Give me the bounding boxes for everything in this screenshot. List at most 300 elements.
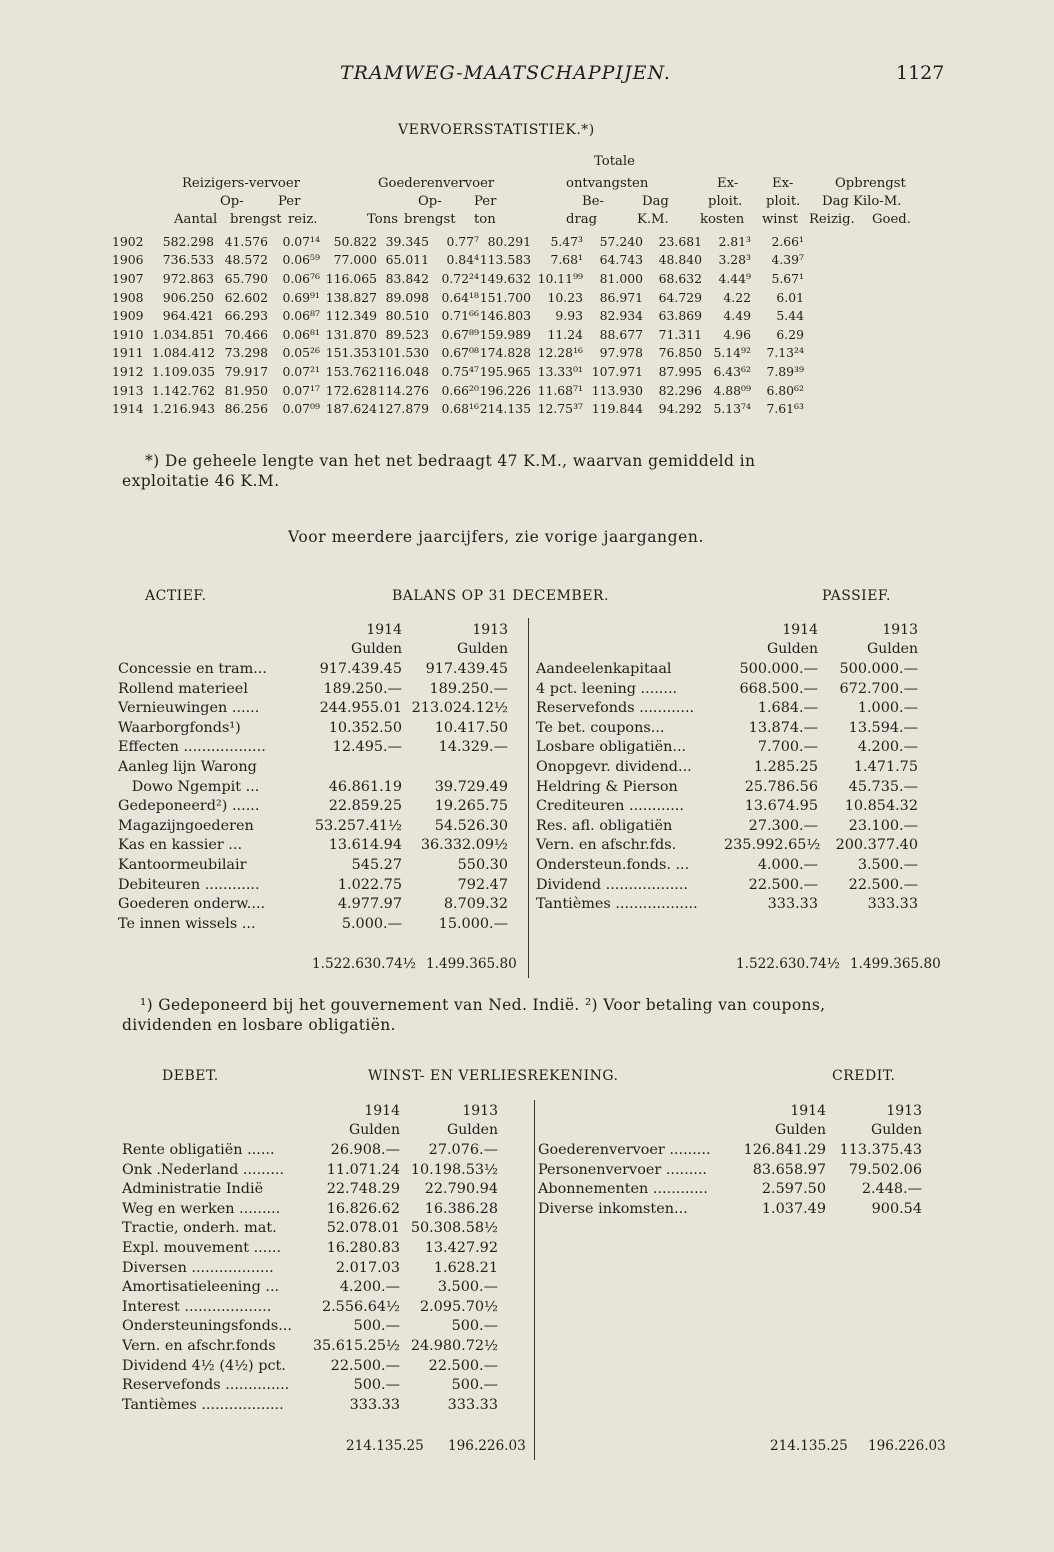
value-cell: 107.971 bbox=[591, 363, 643, 379]
value-cell: 86.971 bbox=[599, 289, 643, 305]
col-header: Aantal bbox=[174, 212, 218, 227]
ledger-row bbox=[118, 894, 523, 914]
value-cell: 151.353 bbox=[325, 345, 377, 361]
stats-footnote: *) De geheele lengte van het net bedraagt 47 K.M., waarvan gemiddeld in bbox=[145, 452, 756, 470]
ledger-label: Ondersteun.fonds. ... bbox=[536, 856, 690, 873]
assets-total-1914: 1.522.630.74½ bbox=[312, 956, 416, 972]
value-1914: 10.352.50 bbox=[328, 719, 402, 736]
year-cell: 1906 bbox=[112, 252, 144, 268]
unit-header: Gulden bbox=[775, 1122, 826, 1139]
value-1914: 7.700.— bbox=[757, 739, 818, 756]
value-cell: 73.298 bbox=[224, 345, 268, 361]
ledger-row bbox=[536, 757, 946, 777]
value-1914: 4.200.— bbox=[339, 1279, 400, 1296]
stats-row bbox=[112, 306, 957, 325]
value-cell: 1.142.762 bbox=[152, 382, 216, 398]
assets-total-1913: 1.499.365.80 bbox=[426, 956, 517, 972]
value-1914: 12.495.— bbox=[332, 739, 402, 756]
value-cell: 86.256 bbox=[224, 401, 268, 417]
ledger-label: 4 pct. leening ........ bbox=[536, 680, 678, 697]
value-1914: 2.017.03 bbox=[335, 1259, 400, 1276]
ledger-label: Dividend 4½ (4½) pct. bbox=[122, 1357, 286, 1374]
ledger-label: Kas en kassier ... bbox=[118, 837, 243, 854]
value-1913: 550.30 bbox=[457, 856, 508, 873]
value-1913: 10.854.32 bbox=[844, 798, 918, 815]
col-header: drag bbox=[566, 212, 598, 227]
value-cell: 10.11⁹⁹ bbox=[537, 270, 583, 286]
pl-debit bbox=[122, 1101, 527, 1415]
value-1914: 668.500.— bbox=[739, 680, 818, 697]
year-cell: 1912 bbox=[112, 363, 144, 379]
unit-header: Gulden bbox=[767, 641, 818, 658]
value-cell: 6.01 bbox=[776, 289, 804, 305]
value-1914: 4.977.97 bbox=[337, 896, 402, 913]
value-1914: 16.280.83 bbox=[326, 1239, 400, 1256]
value-1913: 13.594.— bbox=[848, 719, 918, 736]
ledger-label: Expl. mouvement ...... bbox=[122, 1239, 282, 1256]
year-cell: 1914 bbox=[112, 401, 144, 417]
year-header: 1914 bbox=[782, 621, 818, 638]
ledger-label: Interest ................... bbox=[122, 1298, 272, 1315]
stats-row bbox=[112, 362, 957, 381]
value-1914: 22.500.— bbox=[330, 1357, 400, 1374]
value-cell: 81.950 bbox=[224, 382, 268, 398]
value-cell: 9.93 bbox=[555, 308, 583, 324]
page-header bbox=[0, 62, 1054, 92]
value-1913: 50.308.58½ bbox=[410, 1220, 498, 1237]
col-header: Dag Kilo-M. bbox=[822, 194, 902, 209]
value-1913: 3.500.— bbox=[437, 1279, 498, 1296]
value-1914: 2.556.64½ bbox=[321, 1298, 400, 1315]
value-1913: 900.54 bbox=[871, 1200, 922, 1217]
col-header: K.M. bbox=[637, 212, 669, 227]
ledger-row bbox=[118, 698, 523, 718]
value-1913: 4.200.— bbox=[857, 739, 918, 756]
value-cell: 1.216.943 bbox=[152, 401, 216, 417]
value-cell: 5.13⁷⁴ bbox=[713, 401, 751, 417]
value-cell: 964.421 bbox=[162, 308, 214, 324]
ledger-row bbox=[118, 718, 523, 738]
value-cell: 76.850 bbox=[658, 345, 702, 361]
ledger-label: Te innen wissels ... bbox=[118, 915, 256, 932]
ledger-row bbox=[536, 836, 946, 856]
value-1914: 53.257.41½ bbox=[314, 817, 402, 834]
col-header: reiz. bbox=[288, 212, 318, 227]
liabilities-total-1914: 1.522.630.74½ bbox=[736, 956, 840, 972]
value-1914: 46.861.19 bbox=[328, 778, 402, 795]
col-header: Reizigers-vervoer bbox=[182, 176, 300, 191]
value-cell: 3.28³ bbox=[718, 252, 751, 268]
stats-footnote-cont: exploitatie 46 K.M. bbox=[122, 472, 280, 490]
value-cell: 41.576 bbox=[224, 233, 268, 249]
value-1913: 333.33 bbox=[447, 1396, 498, 1413]
balance-footnote: ¹) Gedeponeerd bij het gouvernement van Ned. Indië. ²) Voor betaling van coupons, bbox=[140, 996, 826, 1014]
col-header: ploit. bbox=[766, 194, 801, 209]
value-cell: 0.66²⁰ bbox=[441, 382, 479, 398]
value-cell: 0.05²⁶ bbox=[282, 345, 320, 361]
ledger-row bbox=[118, 816, 523, 836]
value-cell: 57.240 bbox=[599, 233, 643, 249]
value-1914: 244.955.01 bbox=[319, 700, 402, 717]
value-cell: 0.67⁸⁹ bbox=[441, 326, 479, 342]
value-1913: 45.735.— bbox=[848, 778, 918, 795]
value-1914: 35.615.25½ bbox=[312, 1337, 400, 1354]
year-cell: 1909 bbox=[112, 308, 144, 324]
value-1913: 1.471.75 bbox=[853, 758, 918, 775]
ledger-label: Heldring & Pierson bbox=[536, 778, 678, 795]
ledger-row bbox=[122, 1395, 527, 1415]
value-1914: 5.000.— bbox=[341, 915, 402, 932]
value-cell: 114.276 bbox=[377, 382, 429, 398]
value-cell: 153.762 bbox=[325, 363, 377, 379]
ledger-label: Kantoormeubilair bbox=[118, 856, 247, 873]
value-1913: 500.000.— bbox=[839, 660, 918, 677]
ledger-label: Waarborgfonds¹) bbox=[118, 719, 241, 736]
ledger-label: Magazijngoederen bbox=[118, 817, 254, 834]
credit-total-1914: 214.135.25 bbox=[770, 1438, 848, 1454]
balance-liabilities-heading: PASSIEF. bbox=[822, 588, 891, 604]
value-cell: 39.345 bbox=[385, 233, 429, 249]
column-divider bbox=[534, 1100, 535, 1460]
value-cell: 70.466 bbox=[224, 326, 268, 342]
year-header: 1913 bbox=[462, 1102, 498, 1119]
value-1913: 500.— bbox=[451, 1318, 498, 1335]
ledger-label: Vern. en afschr.fonds bbox=[122, 1337, 276, 1354]
year-cell: 1908 bbox=[112, 289, 144, 305]
ledger-label: Tantièmes .................. bbox=[122, 1396, 284, 1413]
ledger-row bbox=[538, 1179, 948, 1199]
value-cell: 0.84⁴ bbox=[446, 252, 479, 268]
value-cell: 0.67⁰⁸ bbox=[441, 345, 479, 361]
stats-row bbox=[112, 381, 957, 400]
ledger-label: Tractie, onderh. mat. bbox=[122, 1220, 277, 1237]
value-1913: 54.526.30 bbox=[434, 817, 508, 834]
col-header: Reizig. bbox=[809, 212, 855, 227]
value-cell: 196.226 bbox=[479, 382, 531, 398]
value-cell: 113.583 bbox=[479, 252, 531, 268]
ledger-row bbox=[118, 777, 523, 797]
value-cell: 0.72²⁴ bbox=[441, 270, 479, 286]
value-cell: 48.572 bbox=[224, 252, 268, 268]
year-header: 1914 bbox=[790, 1102, 826, 1119]
value-1913: 2.448.— bbox=[861, 1181, 922, 1198]
value-cell: 12.75³⁷ bbox=[537, 401, 583, 417]
value-cell: 5.44 bbox=[776, 308, 804, 324]
value-1914: 4.000.— bbox=[757, 856, 818, 873]
col-header: ploit. bbox=[708, 194, 743, 209]
value-cell: 89.098 bbox=[385, 289, 429, 305]
col-header: Op- bbox=[418, 194, 442, 209]
value-cell: 195.965 bbox=[479, 363, 531, 379]
value-cell: 66.293 bbox=[224, 308, 268, 324]
col-header: Opbrengst bbox=[835, 176, 906, 191]
value-cell: 151.700 bbox=[479, 289, 531, 305]
value-cell: 4.96 bbox=[723, 326, 751, 342]
col-header: Op- bbox=[220, 194, 244, 209]
ledger-row bbox=[118, 855, 523, 875]
value-1914: 13.874.— bbox=[748, 719, 818, 736]
value-1914: 22.748.29 bbox=[326, 1181, 400, 1198]
ledger-label: Dividend .................. bbox=[536, 876, 688, 893]
value-cell: 94.292 bbox=[658, 401, 702, 417]
value-1914: 500.— bbox=[353, 1318, 400, 1335]
value-cell: 77.000 bbox=[333, 252, 377, 268]
ledger-row bbox=[122, 1375, 527, 1395]
value-1914: 545.27 bbox=[351, 856, 402, 873]
debit-total-1913: 196.226.03 bbox=[448, 1438, 526, 1454]
col-header: brengst bbox=[404, 212, 456, 227]
year-header: 1913 bbox=[472, 621, 508, 638]
ledger-row bbox=[118, 836, 523, 856]
col-header: winst bbox=[762, 212, 799, 227]
value-cell: 7.89³⁹ bbox=[766, 363, 804, 379]
value-cell: 0.75⁴⁷ bbox=[441, 363, 479, 379]
value-cell: 582.298 bbox=[162, 233, 214, 249]
value-cell: 64.729 bbox=[658, 289, 702, 305]
ledger-label: Concessie en tram... bbox=[118, 660, 267, 677]
page-number: 1127 bbox=[896, 62, 945, 84]
ledger-row bbox=[122, 1238, 527, 1258]
value-1914: 500.— bbox=[353, 1377, 400, 1394]
ledger-label: Vern. en afschr.fds. bbox=[536, 837, 677, 854]
more-years-note: Voor meerdere jaarcijfers, zie vorige jaargangen. bbox=[288, 528, 705, 546]
value-cell: 7.68¹ bbox=[550, 252, 583, 268]
value-cell: 1.109.035 bbox=[152, 363, 216, 379]
ledger-label: Losbare obligatiën... bbox=[536, 739, 687, 756]
value-cell: 65.790 bbox=[224, 270, 268, 286]
value-1913: 333.33 bbox=[867, 896, 918, 913]
column-divider bbox=[528, 618, 529, 978]
stats-row bbox=[112, 325, 957, 344]
value-cell: 4.44⁹ bbox=[718, 270, 751, 286]
stats-row bbox=[112, 232, 957, 251]
value-cell: 80.291 bbox=[487, 233, 531, 249]
stats-row bbox=[112, 288, 957, 307]
value-cell: 88.677 bbox=[599, 326, 643, 342]
ledger-row bbox=[122, 1160, 527, 1180]
value-1914: 126.841.29 bbox=[743, 1141, 826, 1158]
value-1913: 14.329.— bbox=[438, 739, 508, 756]
value-1914: 235.992.65½ bbox=[724, 837, 821, 854]
value-cell: 63.869 bbox=[658, 308, 702, 324]
ledger-row bbox=[536, 659, 946, 679]
value-1913: 16.386.28 bbox=[424, 1200, 498, 1217]
ledger-row bbox=[118, 757, 523, 777]
value-cell: 2.66¹ bbox=[771, 233, 804, 249]
ledger-row bbox=[538, 1199, 948, 1219]
year-header: 1913 bbox=[886, 1102, 922, 1119]
col-header: Tons bbox=[367, 212, 398, 227]
value-cell: 7.61⁶³ bbox=[766, 401, 804, 417]
ledger-row bbox=[536, 855, 946, 875]
value-cell: 5.67¹ bbox=[771, 270, 804, 286]
debit-total-1914: 214.135.25 bbox=[346, 1438, 424, 1454]
value-cell: 906.250 bbox=[162, 289, 214, 305]
running-title: TRAMWEG-MAATSCHAPPIJEN. bbox=[340, 62, 671, 84]
value-cell: 5.14⁹² bbox=[713, 345, 751, 361]
value-1914: 26.908.— bbox=[330, 1141, 400, 1158]
col-header: Per bbox=[474, 194, 497, 209]
value-cell: 0.69⁹¹ bbox=[282, 289, 320, 305]
value-1914: 25.786.56 bbox=[744, 778, 818, 795]
col-header: Ex- bbox=[772, 176, 794, 191]
value-1913: 792.47 bbox=[457, 876, 508, 893]
value-cell: 4.88⁰⁹ bbox=[713, 382, 751, 398]
col-header: Totale bbox=[594, 154, 635, 169]
value-1913: 22.500.— bbox=[428, 1357, 498, 1374]
ledger-row bbox=[538, 1160, 948, 1180]
value-cell: 172.628 bbox=[325, 382, 377, 398]
value-cell: 159.989 bbox=[479, 326, 531, 342]
col-header: Ex- bbox=[717, 176, 739, 191]
ledger-label: Vernieuwingen ...... bbox=[118, 700, 260, 717]
value-1914: 1.285.25 bbox=[753, 758, 818, 775]
ledger-row bbox=[122, 1297, 527, 1317]
ledger-label: Debiteuren ............ bbox=[118, 876, 260, 893]
value-1913: 1.628.21 bbox=[433, 1259, 498, 1276]
ledger-label: Amortisatieleening ... bbox=[122, 1279, 280, 1296]
value-1913: 917.439.45 bbox=[425, 660, 508, 677]
ledger-row bbox=[536, 875, 946, 895]
ledger-row bbox=[536, 894, 946, 914]
value-1913: 1.000.— bbox=[857, 700, 918, 717]
ledger-label: Weg en werken ......... bbox=[122, 1200, 281, 1217]
ledger-label: Rollend materieel bbox=[118, 680, 248, 697]
pl-credit-heading: CREDIT. bbox=[832, 1068, 896, 1084]
value-cell: 97.978 bbox=[599, 345, 643, 361]
value-cell: 736.533 bbox=[162, 252, 214, 268]
value-cell: 0.71⁶⁶ bbox=[441, 308, 479, 324]
balance-title: BALANS OP 31 DECEMBER. bbox=[392, 588, 609, 604]
value-cell: 4.49 bbox=[723, 308, 751, 324]
ledger-row bbox=[122, 1336, 527, 1356]
ledger-row bbox=[122, 1219, 527, 1239]
value-cell: 112.349 bbox=[325, 308, 377, 324]
value-cell: 83.842 bbox=[385, 270, 429, 286]
stats-row bbox=[112, 399, 957, 418]
ledger-label: Administratie Indië bbox=[122, 1181, 264, 1198]
value-1914: 52.078.01 bbox=[326, 1220, 400, 1237]
value-1913: 24.980.72½ bbox=[410, 1337, 498, 1354]
value-1913: 189.250.— bbox=[429, 680, 508, 697]
ledger-row bbox=[536, 738, 946, 758]
value-cell: 11.24 bbox=[547, 326, 583, 342]
ledger-label: Goederenvervoer ......... bbox=[538, 1141, 711, 1158]
value-1914: 13.614.94 bbox=[328, 837, 402, 854]
value-cell: 1.034.851 bbox=[152, 326, 216, 342]
value-1913: 79.502.06 bbox=[848, 1161, 922, 1178]
ledger-label: Aanleg lijn Warong bbox=[118, 758, 257, 775]
pl-credit bbox=[538, 1101, 948, 1219]
value-1913: 3.500.— bbox=[857, 856, 918, 873]
ledger-row bbox=[118, 914, 523, 934]
value-cell: 23.681 bbox=[658, 233, 702, 249]
pl-debit-heading: DEBET. bbox=[162, 1068, 219, 1084]
ledger-row bbox=[122, 1258, 527, 1278]
value-cell: 62.602 bbox=[224, 289, 268, 305]
value-cell: 48.840 bbox=[658, 252, 702, 268]
balance-assets bbox=[118, 620, 523, 934]
ledger-row bbox=[536, 816, 946, 836]
value-1913: 15.000.— bbox=[438, 915, 508, 932]
ledger-row bbox=[538, 1140, 948, 1160]
unit-header: Gulden bbox=[871, 1122, 922, 1139]
year-header: 1914 bbox=[366, 621, 402, 638]
value-1913: 27.076.— bbox=[428, 1141, 498, 1158]
value-cell: 82.296 bbox=[658, 382, 702, 398]
value-cell: 0.06⁸¹ bbox=[282, 326, 320, 342]
value-cell: 10.23 bbox=[547, 289, 583, 305]
value-1913: 8.709.32 bbox=[443, 896, 508, 913]
value-1914: 11.071.24 bbox=[326, 1161, 400, 1178]
value-cell: 0.07¹⁴ bbox=[282, 233, 320, 249]
ledger-label: Reservefonds .............. bbox=[122, 1377, 290, 1394]
value-cell: 146.803 bbox=[479, 308, 531, 324]
stats-row bbox=[112, 269, 957, 288]
value-1913: 10.198.53½ bbox=[410, 1161, 498, 1178]
value-cell: 5.47³ bbox=[550, 233, 583, 249]
value-cell: 2.81³ bbox=[718, 233, 751, 249]
value-1913: 36.332.09½ bbox=[420, 837, 508, 854]
year-cell: 1910 bbox=[112, 326, 144, 342]
ledger-label: Res. afl. obligatiën bbox=[536, 817, 673, 834]
year-header: 1913 bbox=[882, 621, 918, 638]
year-cell: 1911 bbox=[112, 345, 144, 361]
value-1913: 19.265.75 bbox=[434, 798, 508, 815]
value-1913: 22.790.94 bbox=[424, 1181, 498, 1198]
value-cell: 972.863 bbox=[162, 270, 214, 286]
col-header: kosten bbox=[700, 212, 745, 227]
value-1914: 22.500.— bbox=[748, 876, 818, 893]
value-cell: 12.28¹⁶ bbox=[537, 345, 583, 361]
value-1914: 500.000.— bbox=[739, 660, 818, 677]
value-cell: 4.39⁷ bbox=[771, 252, 804, 268]
unit-header: Gulden bbox=[867, 641, 918, 658]
value-1913: 10.417.50 bbox=[434, 719, 508, 736]
value-cell: 89.523 bbox=[385, 326, 429, 342]
value-cell: 50.822 bbox=[333, 233, 377, 249]
value-1914: 22.859.25 bbox=[328, 798, 402, 815]
value-1913: 22.500.— bbox=[848, 876, 918, 893]
value-cell: 116.065 bbox=[325, 270, 377, 286]
ledger-label: Ondersteuningsfonds... bbox=[122, 1318, 292, 1335]
value-cell: 0.06⁸⁷ bbox=[282, 308, 320, 324]
ledger-row bbox=[536, 796, 946, 816]
value-cell: 79.917 bbox=[224, 363, 268, 379]
value-cell: 127.879 bbox=[377, 401, 429, 417]
ledger-row bbox=[122, 1356, 527, 1376]
ledger-row bbox=[118, 659, 523, 679]
ledger-row bbox=[536, 698, 946, 718]
value-cell: 138.827 bbox=[325, 289, 377, 305]
value-cell: 82.934 bbox=[599, 308, 643, 324]
value-cell: 101.530 bbox=[377, 345, 429, 361]
ledger-label: Effecten .................. bbox=[118, 739, 266, 756]
value-cell: 116.048 bbox=[377, 363, 429, 379]
value-cell: 0.68¹⁶ bbox=[441, 401, 479, 417]
year-header: 1914 bbox=[364, 1102, 400, 1119]
value-1913: 2.095.70½ bbox=[419, 1298, 498, 1315]
value-1913: 200.377.40 bbox=[835, 837, 918, 854]
pl-title: WINST- EN VERLIESREKENING. bbox=[368, 1068, 619, 1084]
value-1913: 23.100.— bbox=[848, 817, 918, 834]
value-1914: 1.684.— bbox=[757, 700, 818, 717]
value-cell: 187.624 bbox=[325, 401, 377, 417]
stats-table-header bbox=[112, 150, 957, 232]
ledger-label: Rente obligatiën ...... bbox=[122, 1141, 275, 1158]
col-header: brengst bbox=[230, 212, 282, 227]
ledger-row bbox=[122, 1199, 527, 1219]
